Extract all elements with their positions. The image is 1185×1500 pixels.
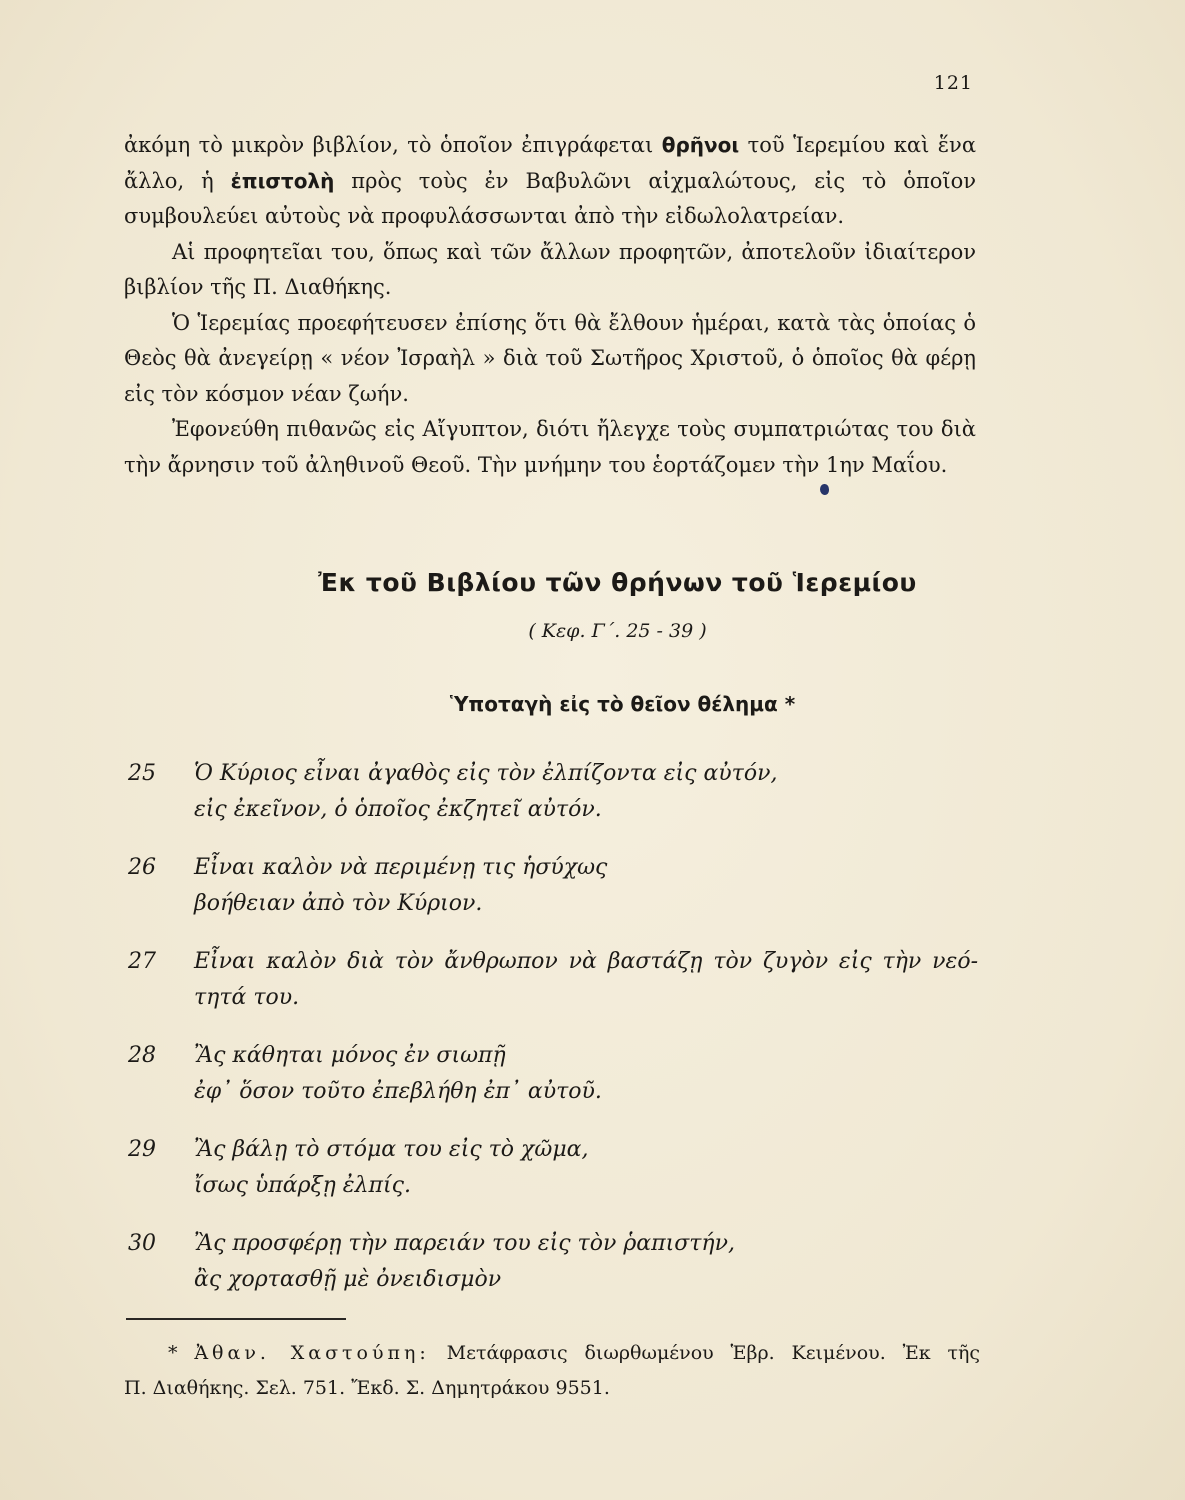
verse-list <box>128 756 978 1320</box>
footnote <box>124 1336 980 1406</box>
page-number: 121 <box>933 72 973 94</box>
verse-line: Ἂς βάλῃ τὸ στόμα του εἰς τὸ χῶμα, <box>194 1137 589 1162</box>
text-run: πρὸς τοὺς ἐν Βαβυλῶνι αἰχμαλώτους, εἰς τὸ ὁποῖον συμβουλεύει αὐτοὺς νὰ προφυλάσσωνται ἀπὸ τὴν εἰδωλολατρείαν. <box>124 168 976 228</box>
verse-number: 25 <box>128 761 156 786</box>
verse-line: εἰς ἐκεῖνον, ὁ ὁποῖος ἐκζητεῖ αὐτόν. <box>194 797 602 822</box>
verse-line: ἂς χορτασθῇ μὲ ὀνειδισμὸν <box>194 1267 502 1292</box>
section-subtitle: Ὑποταγὴ εἰς τὸ θεῖον θέλημα * <box>449 692 796 716</box>
verse-line: Εἶναι καλὸν διὰ τὸν ἄνθρωπον νὰ βαστάζῃ τὸν ζυγὸν εἰς τὴν νεό- <box>194 949 978 974</box>
verse <box>128 756 978 850</box>
verse-line: Ἂς προσφέρῃ τὴν παρειάν του εἰς τὸν ῥαπιστήν, <box>194 1231 735 1256</box>
section-title: Ἐκ τοῦ Βιβλίου τῶν θρήνων τοῦ Ἱερεμίου <box>318 568 917 597</box>
footnote-marker: * <box>168 1342 178 1364</box>
text-run: Αἱ προφητεῖαι του, ὅπως καὶ τῶν ἄλλων προφητῶν, ἀποτελοῦν ἰδιαίτερον βιβλίον τῆς Π. Διαθήκης. <box>124 239 976 299</box>
paragraph-2 <box>124 235 976 306</box>
ink-blot <box>820 484 829 495</box>
verse <box>128 1132 978 1226</box>
verse-number: 28 <box>128 1043 156 1068</box>
paragraph-1 <box>124 128 976 235</box>
verse-line: τητά του. <box>194 985 300 1010</box>
bold-term-threnoi: θρῆνοι <box>661 133 740 157</box>
footnote-divider <box>126 1318 346 1320</box>
footnote-author: Ἀθαν. Χαστούπη: <box>194 1342 430 1364</box>
verse-number: 27 <box>128 949 156 974</box>
text-run: Ἐφονεύθη πιθανῶς εἰς Αἴγυπτον, διότι ἤλεγχε τοὺς συμπατριώτας του διὰ τὴν ἄρνησιν τοῦ ἀληθινοῦ Θεοῦ. Τὴν μνήμην του ἑορτάζομεν τὴν 1ην Μαΐου. <box>124 417 976 477</box>
footnote-line-1 <box>124 1336 980 1371</box>
footnote-text: Μετάφρασις διωρθωμένου Ἑβρ. Κειμένου. Ἐκ τῆς <box>446 1342 980 1364</box>
text-run: ἀκόμη τὸ μικρὸν βιβλίον, τὸ ὁποῖον ἐπιγράφεται <box>124 133 662 157</box>
verse-number: 30 <box>128 1231 156 1256</box>
paragraph-3 <box>124 306 976 413</box>
verse <box>128 944 978 1038</box>
verse-line: ἐφ᾽ ὅσον τοῦτο ἐπεβλήθη ἐπ᾽ αὐτοῦ. <box>194 1079 602 1104</box>
verse-number: 29 <box>128 1137 156 1162</box>
text-run: Ὁ Ἱερεμίας προεφήτευσεν ἐπίσης ὅτι θὰ ἔλθουν ἡμέραι, κατὰ τὰς ὁποίας ὁ Θεὸς θὰ ἀνεγείρῃ « νέον Ἰσραὴλ » διὰ τοῦ Σωτῆρος Χριστοῦ, ὁ ὁποῖος θὰ φέρῃ εἰς τὸν κόσμον νέαν ζωήν. <box>124 310 976 406</box>
verse-line: Ὁ Κύριος εἶναι ἀγαθὸς εἰς τὸν ἐλπίζοντα εἰς αὐτόν, <box>194 761 778 786</box>
verse <box>128 850 978 944</box>
bold-term-epistoli: ἐπιστολὴ <box>230 168 335 193</box>
verse-line: Ἂς κάθηται μόνος ἐν σιωπῇ <box>194 1043 506 1068</box>
verse-line: Εἶναι καλὸν νὰ περιμένῃ τις ἡσύχως <box>194 855 608 880</box>
verse-line: ἴσως ὑπάρξῃ ἐλπίς. <box>194 1173 411 1198</box>
section-reference: ( Κεφ. Γ΄. 25 - 39 ) <box>528 620 707 642</box>
body-text <box>124 128 976 483</box>
verse <box>128 1038 978 1132</box>
footnote-line-2: Π. Διαθήκης. Σελ. 751. Ἔκδ. Σ. Δημητράκου 9551. <box>124 1377 610 1399</box>
verse-line: βοήθειαν ἀπὸ τὸν Κύριον. <box>194 891 483 916</box>
verse <box>128 1226 978 1320</box>
text-run: τοῦ Ἱερεμίου καὶ ἕνα ἄλλο, ἡ <box>124 133 977 193</box>
paragraph-4 <box>124 412 976 483</box>
verse-number: 26 <box>128 855 156 880</box>
